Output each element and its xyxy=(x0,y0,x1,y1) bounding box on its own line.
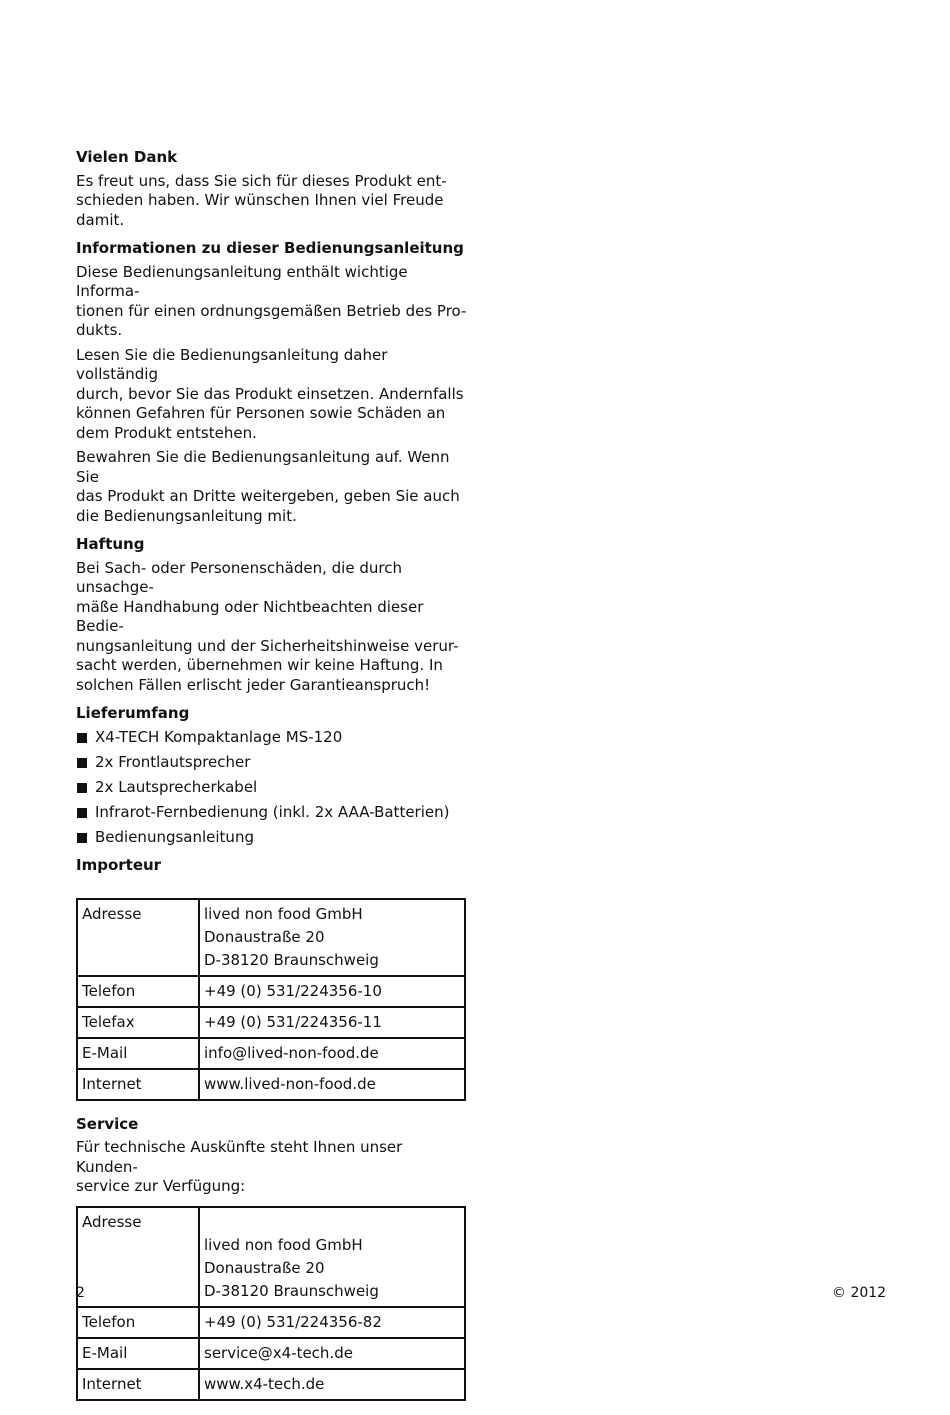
heading-scope: Lieferumfang xyxy=(76,704,190,722)
address-line: D-38120 Braunschweig xyxy=(204,1281,379,1300)
heading-thanks: Vielen Dank xyxy=(76,148,178,166)
list-item xyxy=(76,803,468,823)
list-item-text: X4-TECH Kompaktanlage MS-120 xyxy=(95,727,343,746)
table-value: service@x4-tech.de xyxy=(199,1338,465,1369)
list-item xyxy=(76,753,468,773)
address-line: lived non food GmbH xyxy=(204,1235,363,1254)
table-row xyxy=(77,976,465,1007)
table-row xyxy=(77,1007,465,1038)
table-value: www.x4-tech.de xyxy=(199,1369,465,1400)
list-item xyxy=(76,828,468,848)
thanks-paragraph: Es freut uns, dass Sie sich für dieses Produkt ent- schieden haben. Wir wünschen Ihnen viel Freude damit. xyxy=(76,171,447,229)
table-row xyxy=(77,1207,465,1307)
table-key: Internet xyxy=(77,1369,199,1400)
table-row xyxy=(77,1069,465,1100)
heading-service: Service xyxy=(76,1114,139,1133)
address-line: lived non food GmbH xyxy=(204,904,363,923)
table-value xyxy=(199,1207,465,1307)
square-bullet-icon xyxy=(77,808,87,818)
content-column xyxy=(76,148,468,1415)
table-key: E-Mail xyxy=(77,1338,199,1369)
section-service xyxy=(76,1115,468,1401)
square-bullet-icon xyxy=(77,758,87,768)
section-importer xyxy=(76,856,468,1101)
list-item xyxy=(76,728,468,748)
table-value: +49 (0) 531/224356-10 xyxy=(199,976,465,1007)
table-key: Adresse xyxy=(77,1207,199,1307)
section-thanks xyxy=(76,148,468,230)
address-line: Donaustraße 20 xyxy=(204,1258,325,1277)
list-item-text: 2x Lautsprecherkabel xyxy=(95,777,258,796)
spacer xyxy=(204,1211,460,1234)
table-value xyxy=(199,899,465,976)
table-value: +49 (0) 531/224356-11 xyxy=(199,1007,465,1038)
list-item-text: 2x Frontlautsprecher xyxy=(95,752,251,771)
service-table xyxy=(76,1206,466,1401)
heading-liability: Haftung xyxy=(76,535,145,553)
page-number: 2 xyxy=(76,1285,85,1301)
list-item xyxy=(76,778,468,798)
service-paragraph: Für technische Auskünfte steht Ihnen unser Kunden- service zur Verfügung: xyxy=(76,1138,403,1195)
square-bullet-icon xyxy=(77,833,87,843)
table-row xyxy=(77,1038,465,1069)
table-key: Telefax xyxy=(77,1007,199,1038)
table-row xyxy=(77,1369,465,1400)
table-key: Telefon xyxy=(77,976,199,1007)
section-liability xyxy=(76,535,468,695)
importer-table xyxy=(76,898,466,1101)
info-paragraph-1: Diese Bedienungsanleitung enthält wichtige Informa- tionen für einen ordnungsgemäßen Betrieb des Pro- dukts. xyxy=(76,262,467,339)
spacer xyxy=(76,880,468,898)
address-line: D-38120 Braunschweig xyxy=(204,950,379,969)
info-paragraph-2: Lesen Sie die Bedienungsanleitung daher vollständig durch, bevor Sie das Produkt einsetzen. Andernfalls können Gefahren für Personen sowie Schäden an dem Produkt entstehen. xyxy=(76,345,464,442)
table-value: info@lived-non-food.de xyxy=(199,1038,465,1069)
scope-list xyxy=(76,728,468,848)
address-line: Donaustraße 20 xyxy=(204,927,325,946)
table-key: E-Mail xyxy=(77,1038,199,1069)
list-item-text: Infrarot-Fernbedienung (inkl. 2x AAA-Batterien) xyxy=(95,802,450,821)
table-value: +49 (0) 531/224356-82 xyxy=(199,1307,465,1338)
square-bullet-icon xyxy=(77,733,87,743)
copyright: © 2012 xyxy=(832,1285,887,1301)
section-scope xyxy=(76,704,468,847)
info-paragraph-3: Bewahren Sie die Bedienungsanleitung auf. Wenn Sie das Produkt an Dritte weitergeben, geben Sie auch die Bedienungsanleitung mit. xyxy=(76,448,460,525)
table-row xyxy=(77,1338,465,1369)
square-bullet-icon xyxy=(77,783,87,793)
table-key: Telefon xyxy=(77,1307,199,1338)
table-key: Internet xyxy=(77,1069,199,1100)
heading-importer: Importeur xyxy=(76,856,162,874)
section-info xyxy=(76,239,468,526)
heading-info: Informationen zu dieser Bedienungsanleitung xyxy=(76,239,464,257)
table-row xyxy=(77,1307,465,1338)
liability-paragraph: Bei Sach- oder Personenschäden, die durch unsachge- mäße Handhabung oder Nichtbeachten dieser Bedie- nungsanleitung und der Sicherheitshinweise verur- sacht werden, übernehmen wir keine Haftung. In solchen Fällen erlischt jeder Garantieanspruch! xyxy=(76,558,459,694)
table-value: www.lived-non-food.de xyxy=(199,1069,465,1100)
list-item-text: Bedienungsanleitung xyxy=(95,827,254,846)
table-key: Adresse xyxy=(77,899,199,976)
table-row xyxy=(77,899,465,976)
